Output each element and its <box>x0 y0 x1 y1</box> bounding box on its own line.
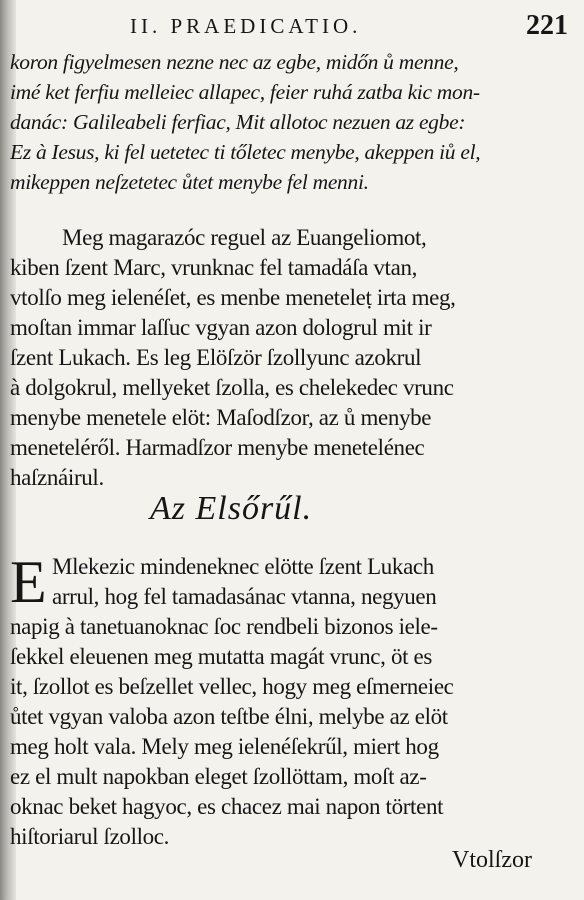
paragraph-line: Meg magarazóc reguel az Euangeliomot, <box>62 225 427 250</box>
paragraph-line: Mlekezic mindeneknec elötte ſzent Lukach <box>52 554 434 579</box>
paragraph-line: à dolgokrul, mellyeket ſzolla, es chelekedec vrunc <box>10 375 454 400</box>
quoted-passage <box>10 47 530 197</box>
page-number: 221 <box>526 10 568 41</box>
running-title: II. PRAEDICATIO. <box>130 14 362 38</box>
paragraph-line: meg holt vala. Mely meg ielenéſekrűl, miert hog <box>10 734 439 759</box>
paragraph-line: ez el mult napokban eleget ſzollöttam, moſt az- <box>10 764 427 789</box>
paragraph-line: moſtan immar laſſuc vgyan azon dologrul mit ir <box>10 315 432 340</box>
paragraph-line: vtolſo meg ielenéſet, es menbe meneteleṭ irta meg, <box>10 285 456 310</box>
paragraph-line: napig à tanetuanoknac ſoc rendbeli bizonos iele- <box>10 614 438 639</box>
section-heading: Az Elsőrűl. <box>150 490 313 527</box>
paragraph-2 <box>10 549 530 852</box>
paragraph-line: meneteléről. Harmadſzor menybe menetelénec <box>10 435 425 460</box>
paragraph-line: kiben ſzent Marc, vrunknac fel tamadáſa vtan, <box>10 255 418 280</box>
paragraph-line: hiſtoriarul ſzolloc. <box>10 824 170 849</box>
paragraph-line: ůtet vgyan valoba azon teſtbe élni, melybe az elöt <box>10 704 448 729</box>
paragraph-line: haſznáirul. <box>10 465 104 490</box>
paragraph-line: menybe menetele elöt: Maſodſzor, az ů menybe <box>10 405 432 430</box>
paragraph-line: ſekkel eleuenen meg mutatta magát vrunc, öt es <box>10 644 433 669</box>
paragraph-1 <box>10 223 530 493</box>
page-header <box>130 10 570 44</box>
paragraph-line: ſzent Lukach. Es leg Elöſzör ſzollyunc azokrul <box>10 345 422 370</box>
paragraph-line: arrul, hog fel tamadasánac vtanna, negyuen <box>52 584 437 609</box>
paragraph-line: oknac beket hagyoc, es chacez mai napon törtent <box>10 794 444 819</box>
paragraph-line: it, ſzollot es beſzellet vellec, hogy meg eſmerneiec <box>10 674 454 699</box>
quoted-line: Ez à Iesus, ki fel uetetec ti tőletec menybe, akeppen iů el, <box>10 140 481 164</box>
catchword: Vtolſzor <box>452 847 532 873</box>
quoted-line: mikeppen neſzetetec ůtet menybe fel menni. <box>10 170 369 194</box>
drop-cap: E <box>10 549 47 615</box>
quoted-line: danác: Galileabeli ferfiac, Mit allotoc nezuen az egbe: <box>10 110 466 134</box>
quoted-line: koron figyelmesen nezne nec az egbe, midőn ů menne, <box>10 50 459 74</box>
quoted-line: imé ket ferfiu melleiec allapec, feier ruhá zatba kic mon- <box>10 80 480 104</box>
